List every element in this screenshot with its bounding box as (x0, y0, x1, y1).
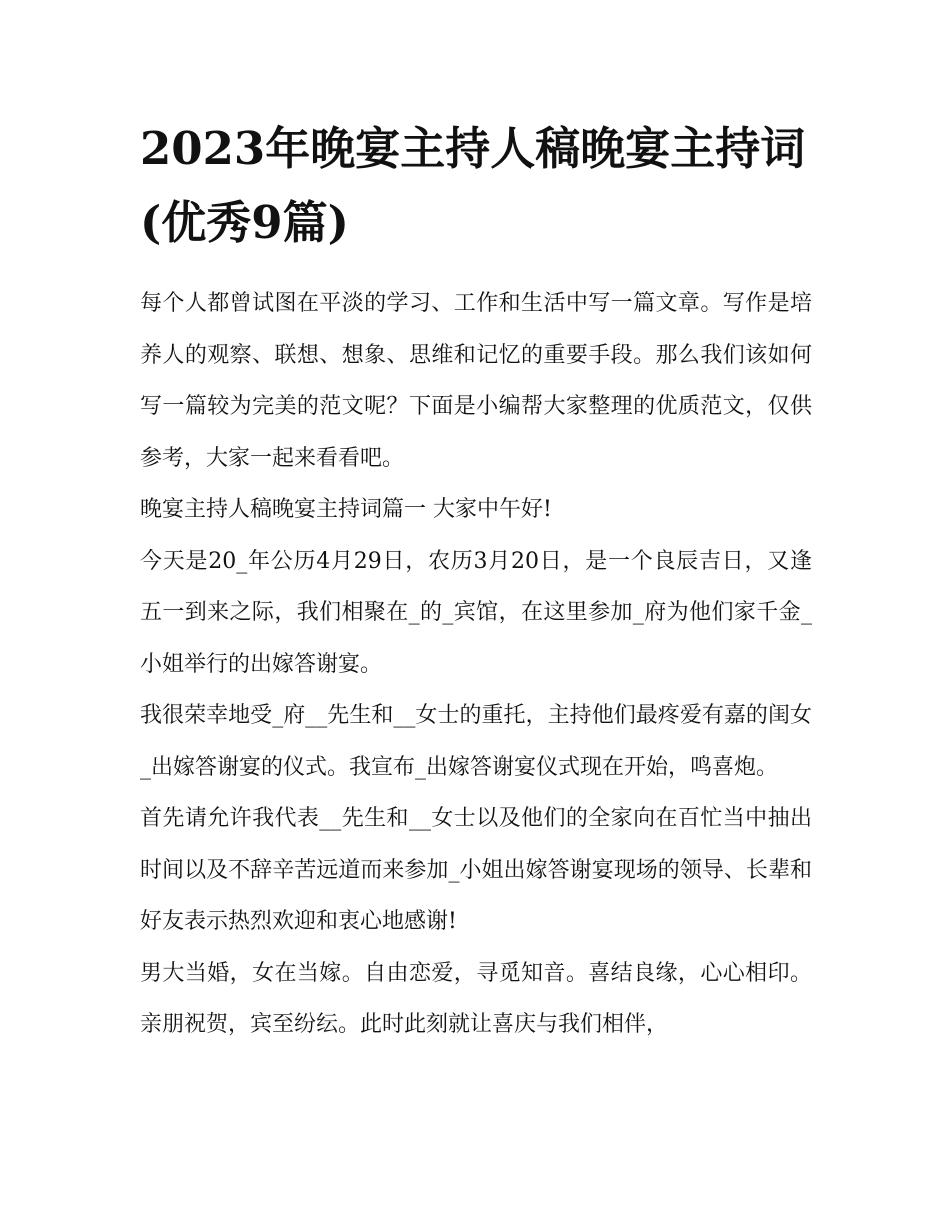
document-page (140, 112, 812, 1051)
paragraph-thanks: 首先请允许我代表__先生和__女士以及他们的全家向在百忙当中抽出时间以及不辞辛苦远道而来参加_小姐出嫁答谢宴现场的领导、长辈和好友表示热烈欢迎和衷心地感谢! (140, 806, 812, 934)
paragraph-section-heading: 晚宴主持人稿晚宴主持词篇一 大家中午好! (140, 497, 552, 522)
paragraph-honor: 我很荣幸地受_府__先生和__女士的重托，主持他们最疼爱有嘉的闺女_出嫁答谢宴的仪式。我宣布_出嫁答谢宴仪式现在开始，鸣喜炮。 (140, 703, 812, 780)
document-body (140, 278, 812, 1051)
paragraph-blessing: 男大当婚，女在当嫁。自由恋爱，寻觅知音。喜结良缘，心心相印。亲朋祝贺，宾至纷纭。此时此刻就让喜庆与我们相伴， (140, 960, 812, 1037)
paragraph-date: 今天是20_年公历4月29日，农历3月20日，是一个良辰吉日，又逢五一到来之际，我们相聚在_的_宾馆，在这里参加_府为他们家千金_小姐举行的出嫁答谢宴。 (140, 548, 812, 677)
paragraph-intro: 每个人都曾试图在平淡的学习、工作和生活中写一篇文章。写作是培养人的观察、联想、想象、思维和记忆的重要手段。那么我们该如何写一篇较为完美的范文呢？下面是小编帮大家整理的优质范文，仅供参考，大家一起来看看吧。 (140, 291, 812, 471)
document-title: 2023年晚宴主持人稿晚宴主持词(优秀9篇) (140, 122, 806, 249)
